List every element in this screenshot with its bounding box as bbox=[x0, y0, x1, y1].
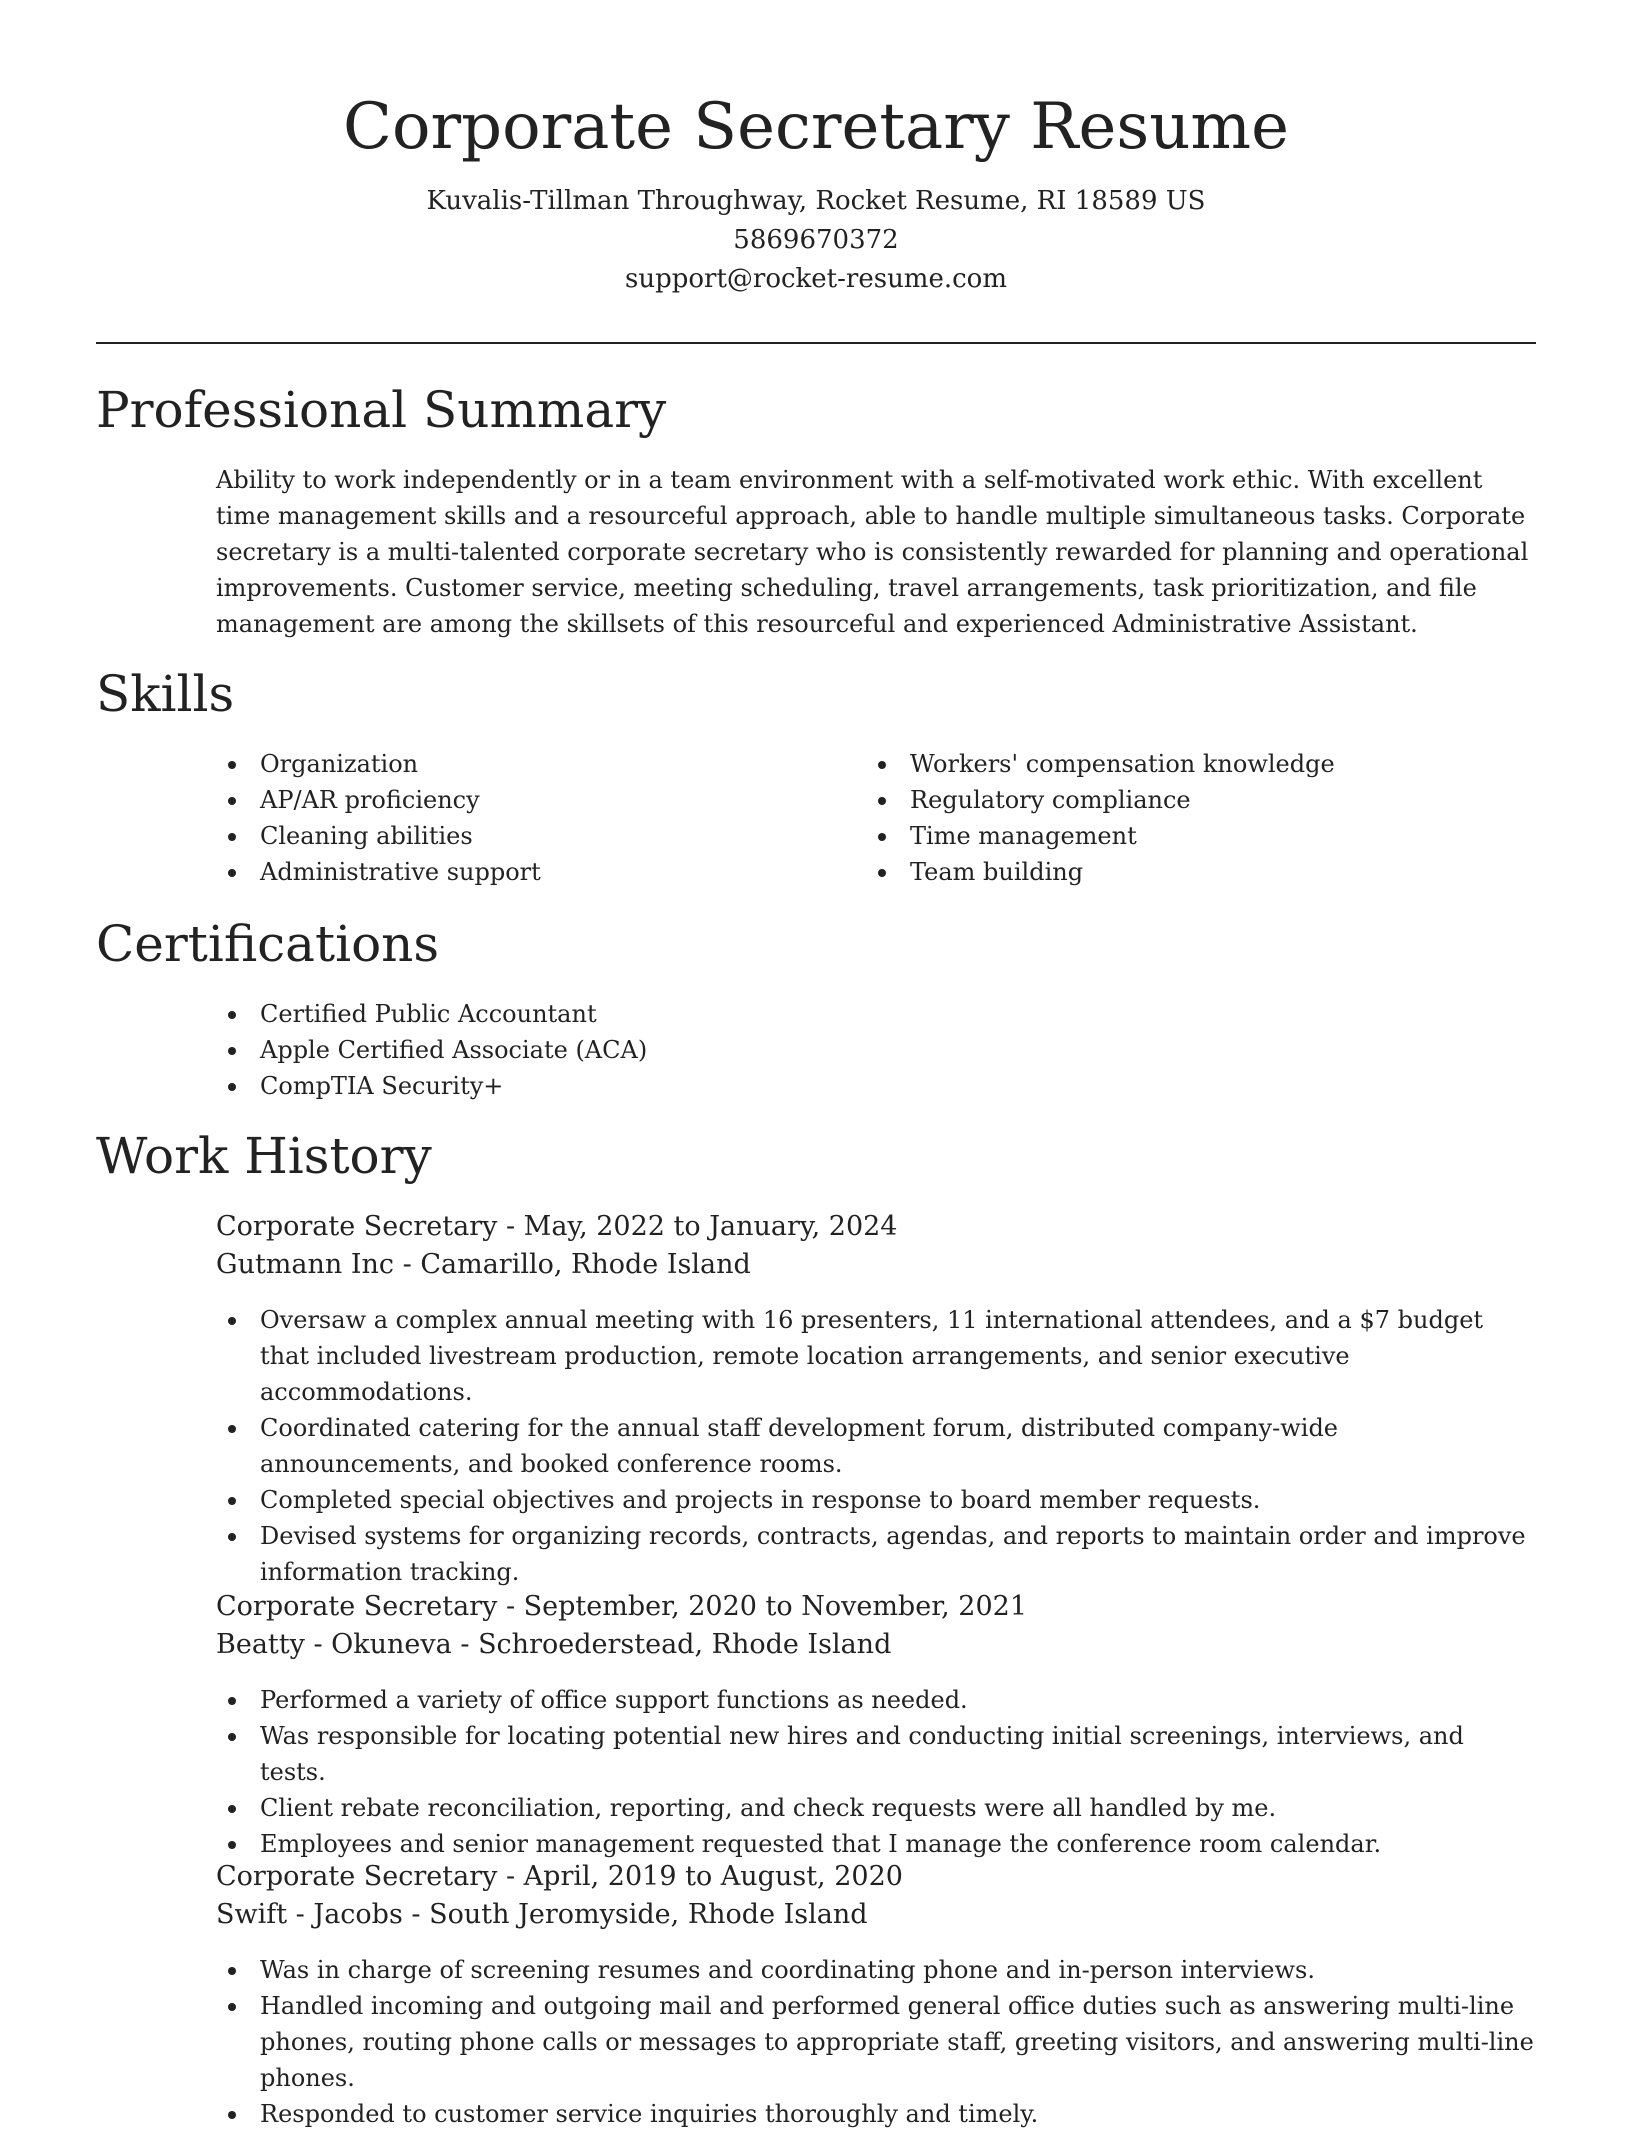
skill-item: Cleaning abilities bbox=[216, 818, 836, 854]
certification-item: Apple Certified Associate (ACA) bbox=[216, 1032, 1526, 1068]
job-company-line bbox=[216, 1626, 891, 1664]
job-duty-item: Performed a variety of office support functions as needed. bbox=[216, 1682, 1536, 1718]
skill-item: Regulatory compliance bbox=[866, 782, 1526, 818]
job-title-line bbox=[216, 1588, 1027, 1626]
job-company: Swift - Jacobs bbox=[216, 1899, 403, 1930]
job-title-line bbox=[216, 1858, 903, 1896]
skills-list-left bbox=[216, 746, 836, 890]
contact-phone: 5869670372 bbox=[733, 225, 899, 255]
job-duty-item: Oversaw a complex annual meeting with 16 presenters, 11 international attendees, and a $7 budget that included livestream production, remote location arrangements, and senior executive accommodations. bbox=[216, 1302, 1536, 1410]
job-duty-item: Was responsible for locating potential new hires and conducting initial screenings, interviews, and tests. bbox=[216, 1718, 1536, 1790]
job-duty-item: Devised systems for organizing records, contracts, agendas, and reports to maintain order and improve information tracking. bbox=[216, 1518, 1536, 1590]
skills-heading: Skills bbox=[96, 665, 235, 723]
job-duty-item: Employees and senior management requested that I manage the conference room calendar. bbox=[216, 1826, 1536, 1862]
summary-heading: Professional Summary bbox=[96, 381, 667, 439]
certification-item: Certified Public Accountant bbox=[216, 996, 1526, 1032]
job-company-line bbox=[216, 1246, 751, 1284]
job-title: Corporate Secretary bbox=[216, 1861, 498, 1892]
certifications-heading: Certifications bbox=[96, 915, 440, 973]
job-location: - Camarillo, Rhode Island bbox=[402, 1249, 751, 1280]
job-duties-list bbox=[216, 1952, 1536, 2132]
job-duty-item: Was in charge of screening resumes and coordinating phone and in-person interviews. bbox=[216, 1952, 1536, 1988]
skills-list-right bbox=[866, 746, 1526, 890]
job-duty-item: Handled incoming and outgoing mail and performed general office duties such as answering multi-line phones, routing phone calls or messages to appropriate staff, greeting visitors, and answering multi-line phones. bbox=[216, 1988, 1536, 2096]
header-divider bbox=[96, 342, 1536, 344]
job-company: Gutmann Inc bbox=[216, 1249, 395, 1280]
job-location: - South Jeromyside, Rhode Island bbox=[411, 1899, 868, 1930]
job-duties-list bbox=[216, 1682, 1536, 1862]
job-duties-list bbox=[216, 1302, 1536, 1590]
job-title: Corporate Secretary bbox=[216, 1211, 498, 1242]
contact-address: Kuvalis-Tillman Throughway, Rocket Resume, RI 18589 US bbox=[426, 186, 1206, 216]
skill-item: Organization bbox=[216, 746, 836, 782]
job-company-line bbox=[216, 1896, 868, 1934]
job-title: Corporate Secretary bbox=[216, 1591, 498, 1622]
certification-item: CompTIA Security+ bbox=[216, 1068, 1526, 1104]
job-duty-item: Client rebate reconciliation, reporting, and check requests were all handled by me. bbox=[216, 1790, 1536, 1826]
job-company: Beatty - Okuneva bbox=[216, 1629, 452, 1660]
job-dates: - April, 2019 to August, 2020 bbox=[505, 1861, 903, 1892]
certifications-list bbox=[216, 996, 1526, 1104]
contact-info bbox=[0, 182, 1632, 299]
summary-text: Ability to work independently or in a team environment with a self-motivated work ethic. With excellent time management skills and a resourceful approach, able to handle multiple simultaneous tasks. Corporate secretary is a multi-talented corporate secretary who is consistently rewarded for planning and operational improvements. Customer service, meeting scheduling, travel arrangements, task prioritization, and file management are among the skillsets of this resourceful and experienced Administrative Assistant. bbox=[216, 466, 1529, 638]
job-title-line bbox=[216, 1208, 897, 1246]
resume-title: Corporate Secretary Resume bbox=[343, 90, 1289, 164]
skill-item: Administrative support bbox=[216, 854, 836, 890]
job-duty-item: Responded to customer service inquiries thoroughly and timely. bbox=[216, 2096, 1536, 2132]
resume-header bbox=[0, 0, 1632, 299]
skill-item: Time management bbox=[866, 818, 1526, 854]
skill-item: Team building bbox=[866, 854, 1526, 890]
skill-item: AP/AR proficiency bbox=[216, 782, 836, 818]
job-dates: - September, 2020 to November, 2021 bbox=[505, 1591, 1028, 1622]
job-location: - Schroederstead, Rhode Island bbox=[460, 1629, 892, 1660]
skill-item: Workers' compensation knowledge bbox=[866, 746, 1526, 782]
contact-email: support@rocket-resume.com bbox=[624, 264, 1007, 294]
work-history-heading: Work History bbox=[96, 1127, 432, 1185]
job-dates: - May, 2022 to January, 2024 bbox=[505, 1211, 898, 1242]
job-duty-item: Coordinated catering for the annual staff development forum, distributed company-wide announcements, and booked conference rooms. bbox=[216, 1410, 1536, 1482]
job-duty-item: Completed special objectives and projects in response to board member requests. bbox=[216, 1482, 1536, 1518]
